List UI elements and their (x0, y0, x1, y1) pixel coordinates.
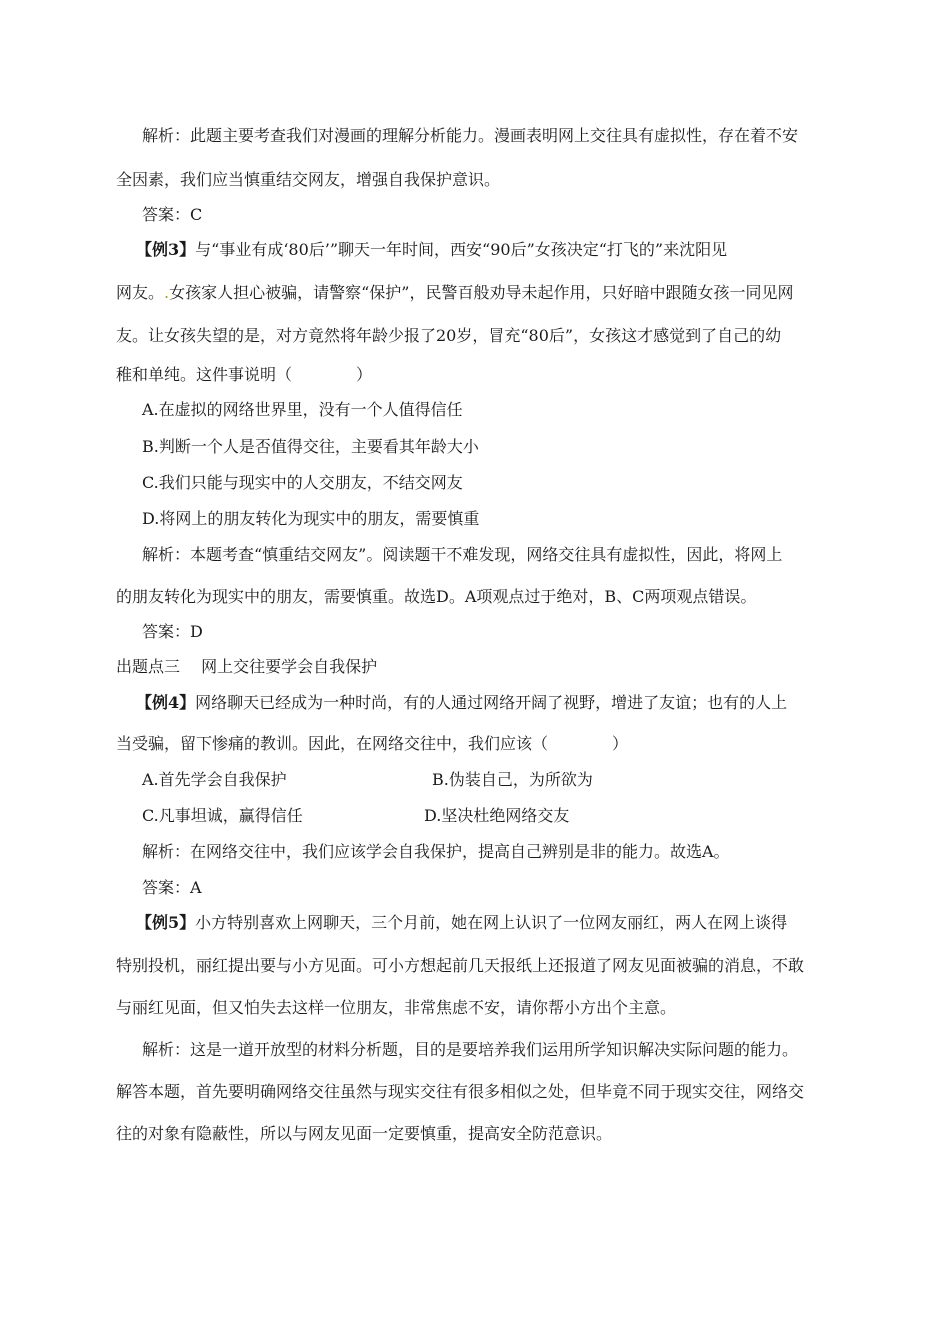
answer-1: 答案：C (142, 205, 203, 224)
example-3-line-4: 稚和单纯。这件事说明（ ） (116, 365, 373, 384)
example-5-text-1: 小方特别喜欢上网聊天，三个月前，她在网上认识了一位网友丽红，两人在网上谈得 (195, 913, 788, 932)
example-4-line-2: 当受骗，留下惨痛的教训。因此，在网络交往中，我们应该（ ） (116, 734, 629, 753)
answer-3: 答案：D (142, 622, 203, 641)
example-4-option-a: A.首先学会自我保护 (142, 770, 287, 789)
example-3-text-1: 与“事业有成‘80后’”聊天一年时间，西安“90后”女孩决定“打飞的”来沈阳见 (195, 240, 728, 259)
example-3-option-b: B.判断一个人是否值得交往，主要看其年龄大小 (142, 437, 479, 456)
example-4-tag: 【例4】 (136, 693, 196, 712)
example-3-text-2a: 网友。 (116, 283, 165, 302)
example-4-text-1: 网络聊天已经成为一种时尚，有的人通过网络开阔了视野，增进了友谊；也有的人上 (195, 693, 788, 712)
analysis-1-line-1: 解析：此题主要考查我们对漫画的理解分析能力。漫画表明网上交往具有虚拟性，存在着不安 (142, 126, 799, 145)
example-3-option-a: A.在虚拟的网络世界里，没有一个人值得信任 (142, 400, 463, 419)
example-5-line-2: 特别投机，丽红提出要与小方见面。可小方想起前几天报纸上还报道了网友见面被骗的消息，不敢 (116, 956, 805, 975)
example-5-line-1 (136, 913, 787, 933)
analysis-1-line-2: 全因素，我们应当慎重结交网友，增强自我保护意识。 (116, 170, 501, 189)
section-heading-3: 出题点三 网上交往要学会自我保护 (116, 657, 378, 676)
example-4-option-d: D.坚决杜绝网络交友 (424, 806, 570, 825)
analysis-5-line-1: 解析：这是一道开放型的材料分析题，目的是要培养我们运用所学知识解决实际问题的能力。 (142, 1040, 799, 1059)
example-4-option-c: C.凡事坦诚，赢得信任 (142, 806, 303, 825)
example-3-option-d: D.将网上的朋友转化为现实中的朋友，需要慎重 (142, 509, 480, 528)
example-3-line-2 (116, 283, 793, 303)
analysis-5-line-3: 往的对象有隐蔽性，所以与网友见面一定要慎重，提高安全防范意识。 (116, 1124, 613, 1143)
analysis-3-line-2: 的朋友转化为现实中的朋友，需要慎重。故选D。A项观点过于绝对，B、C两项观点错误。 (116, 587, 757, 606)
answer-4: 答案：A (142, 878, 202, 897)
analysis-5-line-2: 解答本题，首先要明确网络交往虽然与现实交往有很多相似之处，但毕竟不同于现实交往，网络交 (116, 1082, 805, 1101)
example-3-tag: 【例3】 (136, 240, 196, 259)
example-5-line-3: 与丽红见面，但又怕失去这样一位朋友，非常焦虑不安，请你帮小方出个主意。 (116, 998, 677, 1017)
example-4-option-b: B.伪装自己，为所欲为 (432, 770, 593, 789)
example-3-line-1 (136, 240, 727, 260)
analysis-4: 解析：在网络交往中，我们应该学会自我保护，提高自己辨别是非的能力。故选A。 (142, 842, 730, 861)
example-3-option-c: C.我们只能与现实中的人交朋友，不结交网友 (142, 473, 463, 492)
stray-dot: . (164, 283, 170, 302)
example-4-line-1 (136, 693, 787, 713)
example-5-tag: 【例5】 (136, 913, 196, 932)
example-3-text-2b: 女孩家人担心被骗，请警察“保护”，民警百般劝导未起作用，只好暗中跟随女孩一同见网 (169, 283, 794, 302)
analysis-3-line-1: 解析：本题考查“慎重结交网友”。阅读题干不难发现，网络交往具有虚拟性，因此，将网上 (142, 545, 783, 564)
example-3-line-3: 友。让女孩失望的是，对方竟然将年龄少报了20岁，冒充“80后”，女孩这才感觉到了自己的幼 (116, 326, 782, 345)
